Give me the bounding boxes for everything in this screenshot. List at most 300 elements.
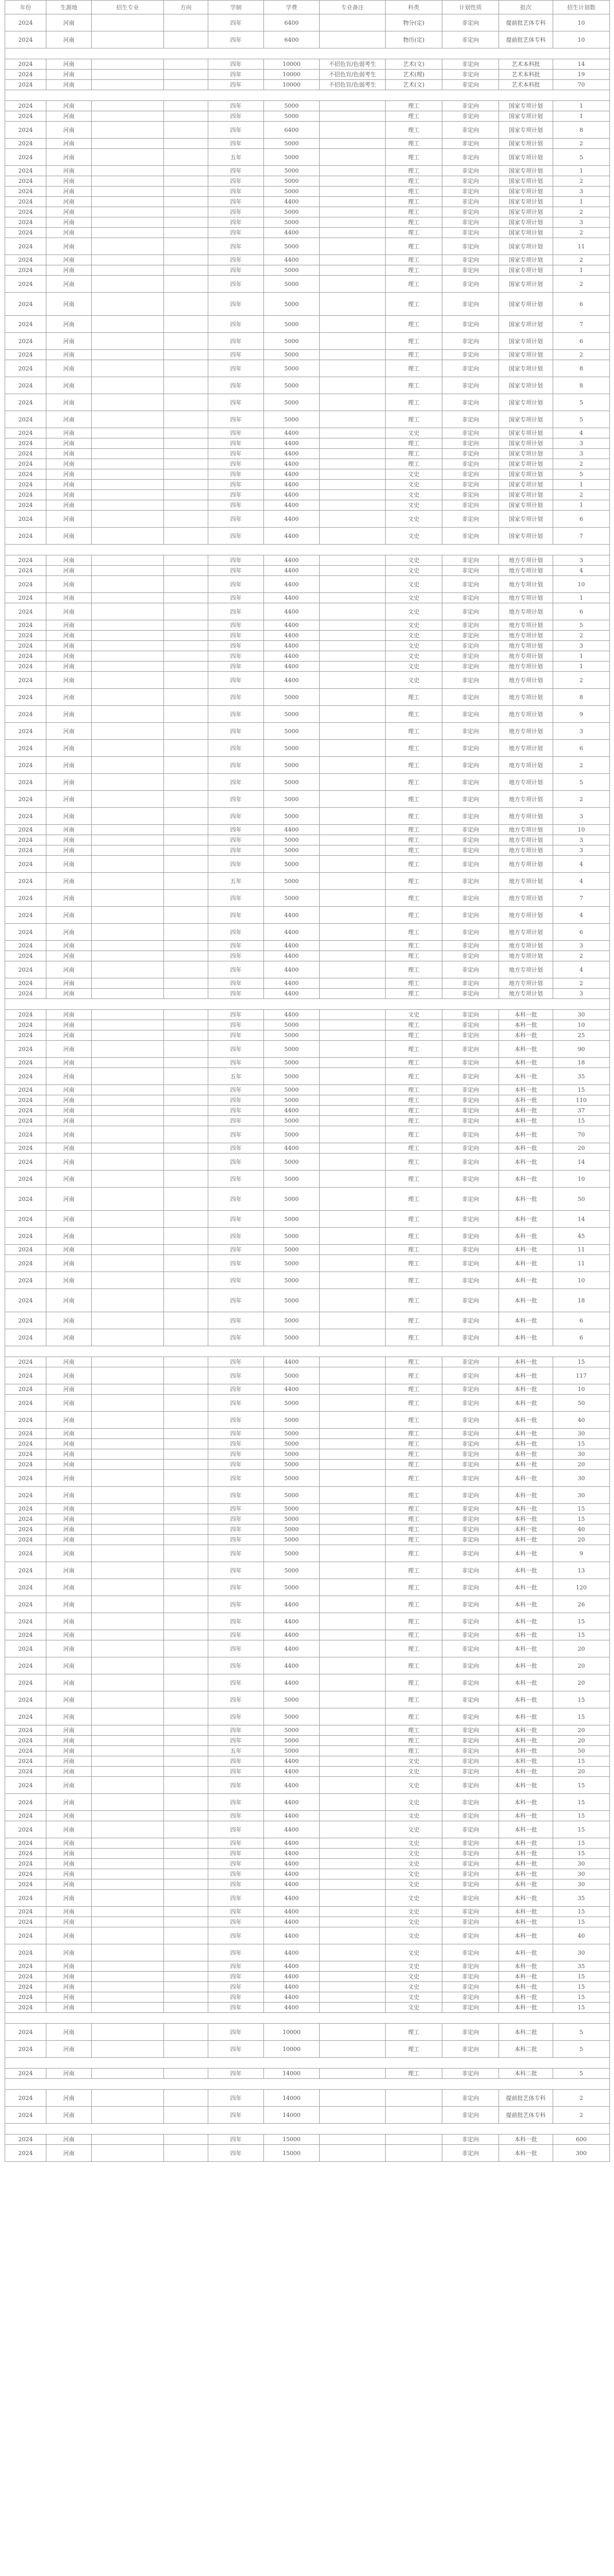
cell-origin: 河南: [46, 1010, 92, 1020]
cell-duration: 四年: [208, 1126, 264, 1143]
cell-category: 理工: [386, 1384, 442, 1395]
cell-category: [386, 2090, 442, 2107]
cell-major: [92, 631, 164, 641]
cell-direction: [164, 1657, 208, 1674]
cell-year: 2024: [5, 835, 46, 845]
cell-origin: 河南: [46, 1545, 92, 1562]
table-row: [5, 1657, 610, 1674]
cell-remark: [320, 835, 386, 845]
cell-quota: 2: [553, 176, 610, 187]
cell-origin: 河南: [46, 1312, 92, 1329]
cell-batch: 本科一批: [499, 1245, 553, 1255]
cell-major: [92, 228, 164, 238]
cell-duration: 四年: [208, 187, 264, 197]
cell-direction: [164, 1228, 208, 1245]
table-row: [5, 1504, 610, 1514]
cell-direction: [164, 1879, 208, 1890]
cell-remark: [320, 490, 386, 500]
cell-batch: 本科一批: [499, 1030, 553, 1041]
cell-plan-type: 非定向: [442, 1869, 499, 1879]
cell-tuition: 5000: [264, 217, 320, 228]
cell-duration: 四年: [208, 1613, 264, 1630]
cell-remark: [320, 2107, 386, 2124]
table-row: [5, 1116, 610, 1126]
cell-category: 文史: [386, 672, 442, 689]
cell-plan-type: 非定向: [442, 1514, 499, 1524]
cell-quota: 5: [553, 2041, 610, 2058]
cell-direction: [164, 350, 208, 360]
cell-origin: 河南: [46, 951, 92, 961]
cell-major: [92, 1725, 164, 1736]
cell-plan-type: 非定向: [442, 1367, 499, 1384]
cell-batch: 地方专项计划: [499, 723, 553, 740]
cell-major: [92, 1171, 164, 1188]
cell-quota: 1: [553, 166, 610, 176]
cell-year: 2024: [5, 689, 46, 706]
cell-category: 理工: [386, 1171, 442, 1188]
cell-remark: [320, 1907, 386, 1917]
table-row: [5, 255, 610, 265]
cell-origin: 河南: [46, 1691, 92, 1708]
cell-year: 2024: [5, 1869, 46, 1879]
cell-year: 2024: [5, 989, 46, 999]
cell-major: [92, 1357, 164, 1367]
cell-plan-type: 非定向: [442, 1708, 499, 1725]
cell-quota: 3: [553, 835, 610, 845]
cell-direction: [164, 1811, 208, 1821]
cell-tuition: 4400: [264, 1972, 320, 1982]
cell-plan-type: 非定向: [442, 740, 499, 757]
table-row: [5, 1849, 610, 1859]
cell-batch: 本科一批: [499, 1412, 553, 1429]
cell-quota: 15: [553, 1794, 610, 1811]
table-row: [5, 265, 610, 276]
cell-origin: 河南: [46, 774, 92, 791]
cell-tuition: 4400: [264, 1869, 320, 1879]
cell-year: 2024: [5, 791, 46, 808]
cell-batch: 本科一批: [499, 2134, 553, 2145]
cell-quota: 3: [553, 845, 610, 856]
cell-batch: 地方专项计划: [499, 662, 553, 672]
cell-quota: 5: [553, 469, 610, 480]
cell-plan-type: 非定向: [442, 978, 499, 989]
table-row: [5, 511, 610, 528]
cell-quota: 6: [553, 333, 610, 350]
cell-major: [92, 1460, 164, 1470]
cell-batch: 国家专项计划: [499, 293, 553, 316]
cell-quota: 10: [553, 576, 610, 593]
table-row: [5, 1777, 610, 1794]
cell-batch: 提前批艺体专科: [499, 31, 553, 48]
cell-direction: [164, 1777, 208, 1794]
cell-quota: 15: [553, 1838, 610, 1849]
cell-batch: 本科一批: [499, 1504, 553, 1514]
cell-direction: [164, 2107, 208, 2124]
cell-quota: 6: [553, 1312, 610, 1329]
cell-major: [92, 740, 164, 757]
cell-direction: [164, 428, 208, 438]
cell-batch: 本科一批: [499, 1357, 553, 1367]
cell-year: 2024: [5, 1838, 46, 1849]
cell-origin: 河南: [46, 1849, 92, 1859]
cell-quota: 5: [553, 394, 610, 411]
cell-direction: [164, 1767, 208, 1777]
cell-tuition: 5000: [264, 1329, 320, 1346]
cell-direction: [164, 978, 208, 989]
cell-duration: 四年: [208, 1821, 264, 1838]
cell-tuition: 4400: [264, 1961, 320, 1972]
cell-remark: [320, 1545, 386, 1562]
cell-duration: 四年: [208, 2145, 264, 2162]
cell-duration: 四年: [208, 845, 264, 856]
cell-quota: 5: [553, 620, 610, 631]
table-row: [5, 217, 610, 228]
cell-quota: 2: [553, 459, 610, 469]
cell-plan-type: 非定向: [442, 59, 499, 70]
cell-batch: 地方专项计划: [499, 907, 553, 924]
cell-year: 2024: [5, 740, 46, 757]
cell-plan-type: 非定向: [442, 1030, 499, 1041]
table-row: [5, 1272, 610, 1289]
cell-quota: 10: [553, 1272, 610, 1289]
cell-tuition: 5000: [264, 1535, 320, 1545]
cell-quota: 30: [553, 1010, 610, 1020]
cell-tuition: 4400: [264, 1917, 320, 1927]
cell-remark: [320, 890, 386, 907]
cell-year: 2024: [5, 1524, 46, 1535]
cell-plan-type: 非定向: [442, 176, 499, 187]
cell-category: 文史: [386, 1821, 442, 1838]
cell-major: [92, 757, 164, 774]
cell-quota: 15: [553, 1849, 610, 1859]
section-title: [5, 48, 610, 59]
cell-plan-type: 非定向: [442, 149, 499, 166]
table-row: [5, 651, 610, 662]
cell-remark: [320, 1961, 386, 1972]
cell-tuition: 5000: [264, 1116, 320, 1126]
cell-plan-type: 非定向: [442, 1171, 499, 1188]
cell-category: 理工: [386, 740, 442, 757]
table-row: [5, 176, 610, 187]
cell-tuition: 5000: [264, 1289, 320, 1312]
cell-major: [92, 1245, 164, 1255]
cell-plan-type: 非定向: [442, 1736, 499, 1746]
cell-tuition: 5000: [264, 1395, 320, 1412]
cell-tuition: 5000: [264, 149, 320, 166]
cell-duration: 四年: [208, 1095, 264, 1106]
cell-batch: 本科二批: [499, 2069, 553, 2079]
cell-direction: [164, 1439, 208, 1449]
cell-origin: 河南: [46, 411, 92, 428]
cell-category: 理工: [386, 1596, 442, 1613]
cell-batch: 本科一批: [499, 1794, 553, 1811]
cell-quota: 3: [553, 187, 610, 197]
cell-major: [92, 2003, 164, 2013]
table-row: [5, 723, 610, 740]
table-row: [5, 480, 610, 490]
table-row: [5, 1255, 610, 1272]
cell-year: 2024: [5, 651, 46, 662]
cell-major: [92, 469, 164, 480]
cell-category: 理工: [386, 1228, 442, 1245]
cell-category: 理工: [386, 1613, 442, 1630]
cell-direction: [164, 1058, 208, 1068]
cell-duration: 四年: [208, 1312, 264, 1329]
cell-duration: 四年: [208, 333, 264, 350]
cell-origin: 河南: [46, 1524, 92, 1535]
cell-year: 2024: [5, 1879, 46, 1890]
cell-duration: 四年: [208, 1961, 264, 1972]
table-row: [5, 360, 610, 377]
cell-plan-type: 非定向: [442, 428, 499, 438]
cell-direction: [164, 1869, 208, 1879]
cell-year: 2024: [5, 555, 46, 566]
cell-direction: [164, 1329, 208, 1346]
cell-tuition: 5000: [264, 293, 320, 316]
cell-duration: 四年: [208, 2069, 264, 2079]
table-row: [5, 1143, 610, 1154]
cell-origin: 河南: [46, 593, 92, 603]
cell-remark: [320, 1289, 386, 1312]
cell-plan-type: 非定向: [442, 1126, 499, 1143]
cell-tuition: 5000: [264, 1188, 320, 1211]
cell-plan-type: 非定向: [442, 1982, 499, 1992]
cell-origin: 河南: [46, 1255, 92, 1272]
cell-year: 2024: [5, 951, 46, 961]
cell-origin: 河南: [46, 620, 92, 631]
cell-plan-type: 非定向: [442, 1429, 499, 1439]
cell-duration: 五年: [208, 1068, 264, 1085]
cell-direction: [164, 394, 208, 411]
cell-year: 2024: [5, 101, 46, 111]
cell-tuition: 4400: [264, 620, 320, 631]
cell-duration: 四年: [208, 774, 264, 791]
cell-duration: 四年: [208, 1756, 264, 1767]
cell-quota: 15: [553, 1116, 610, 1126]
cell-year: 2024: [5, 350, 46, 360]
cell-direction: [164, 111, 208, 122]
cell-tuition: 5000: [264, 1228, 320, 1245]
cell-plan-type: 非定向: [442, 1545, 499, 1562]
cell-duration: 四年: [208, 360, 264, 377]
cell-origin: 河南: [46, 1429, 92, 1439]
cell-direction: [164, 265, 208, 276]
spacer-cell: [5, 1346, 610, 1357]
cell-tuition: 10000: [264, 59, 320, 70]
cell-major: [92, 207, 164, 217]
cell-plan-type: 非定向: [442, 1106, 499, 1116]
cell-direction: [164, 907, 208, 924]
table-row: [5, 1907, 610, 1917]
cell-category: 文史: [386, 1869, 442, 1879]
table-row: [5, 951, 610, 961]
cell-remark: [320, 1058, 386, 1068]
cell-batch: 地方专项计划: [499, 689, 553, 706]
spacer-row: [5, 2079, 610, 2090]
cell-batch: 提前批艺体专科: [499, 14, 553, 31]
cell-quota: 4: [553, 856, 610, 873]
table-row: [5, 1211, 610, 1228]
cell-quota: 1: [553, 593, 610, 603]
cell-tuition: 5000: [264, 1439, 320, 1449]
cell-quota: 50: [553, 1395, 610, 1412]
cell-batch: 地方专项计划: [499, 757, 553, 774]
cell-duration: 四年: [208, 469, 264, 480]
cell-plan-type: 非定向: [442, 31, 499, 48]
cell-tuition: 4400: [264, 228, 320, 238]
cell-major: [92, 1982, 164, 1992]
cell-plan-type: 非定向: [442, 1154, 499, 1171]
cell-category: 文史: [386, 1756, 442, 1767]
cell-year: 2024: [5, 469, 46, 480]
cell-plan-type: 非定向: [442, 166, 499, 176]
cell-major: [92, 1879, 164, 1890]
cell-year: 2024: [5, 620, 46, 631]
table-row: [5, 101, 610, 111]
table-row: [5, 411, 610, 428]
cell-year: 2024: [5, 1811, 46, 1821]
cell-direction: [164, 449, 208, 459]
cell-origin: 河南: [46, 631, 92, 641]
cell-tuition: 4400: [264, 641, 320, 651]
cell-batch: 本科一批: [499, 1657, 553, 1674]
table-row: [5, 1449, 610, 1460]
cell-major: [92, 411, 164, 428]
cell-duration: 四年: [208, 111, 264, 122]
table-row: [5, 293, 610, 316]
table-row: [5, 1460, 610, 1470]
cell-tuition: 4400: [264, 469, 320, 480]
table-row: [5, 1154, 610, 1171]
cell-tuition: 4400: [264, 1596, 320, 1613]
table-row: [5, 603, 610, 620]
cell-year: 2024: [5, 238, 46, 255]
cell-category: 文史: [386, 555, 442, 566]
cell-major: [92, 1255, 164, 1272]
cell-plan-type: 非定向: [442, 1188, 499, 1211]
cell-tuition: 5000: [264, 411, 320, 428]
cell-category: 理工: [386, 1106, 442, 1116]
cell-origin: 河南: [46, 360, 92, 377]
cell-origin: 河南: [46, 70, 92, 80]
cell-major: [92, 1068, 164, 1085]
cell-origin: 河南: [46, 662, 92, 672]
cell-remark: [320, 1725, 386, 1736]
cell-quota: 2: [553, 791, 610, 808]
cell-batch: 本科一批: [499, 2003, 553, 2013]
table-row: [5, 1838, 610, 1849]
table-row: [5, 2107, 610, 2124]
table-row: [5, 1085, 610, 1095]
cell-quota: 9: [553, 706, 610, 723]
cell-batch: 地方专项计划: [499, 672, 553, 689]
cell-batch: 地方专项计划: [499, 631, 553, 641]
cell-direction: [164, 1470, 208, 1487]
cell-origin: 河南: [46, 1859, 92, 1869]
table-row: [5, 1859, 610, 1869]
table-row: [5, 1395, 610, 1412]
cell-category: 物历(定): [386, 31, 442, 48]
cell-origin: 河南: [46, 1211, 92, 1228]
cell-direction: [164, 2041, 208, 2058]
cell-quota: 15: [553, 1613, 610, 1630]
cell-remark: [320, 111, 386, 122]
cell-category: 文史: [386, 1927, 442, 1944]
table-row: [5, 1613, 610, 1630]
cell-direction: [164, 459, 208, 469]
cell-year: 2024: [5, 1514, 46, 1524]
cell-duration: 四年: [208, 576, 264, 593]
cell-category: 理工: [386, 706, 442, 723]
cell-major: [92, 2024, 164, 2041]
cell-origin: 河南: [46, 1562, 92, 1579]
cell-tuition: 5000: [264, 774, 320, 791]
cell-duration: 四年: [208, 1412, 264, 1429]
cell-origin: 河南: [46, 641, 92, 651]
cell-duration: 四年: [208, 757, 264, 774]
cell-origin: 河南: [46, 2003, 92, 2013]
cell-year: 2024: [5, 1010, 46, 1020]
cell-category: 理工: [386, 989, 442, 999]
cell-batch: 本科二批: [499, 2024, 553, 2041]
cell-year: 2024: [5, 255, 46, 265]
cell-origin: 河南: [46, 1272, 92, 1289]
cell-plan-type: 非定向: [442, 101, 499, 111]
cell-duration: 四年: [208, 207, 264, 217]
cell-tuition: 4400: [264, 480, 320, 490]
cell-plan-type: 非定向: [442, 333, 499, 350]
cell-year: 2024: [5, 1579, 46, 1596]
cell-major: [92, 825, 164, 835]
cell-remark: [320, 1613, 386, 1630]
cell-origin: 河南: [46, 791, 92, 808]
cell-quota: 5: [553, 774, 610, 791]
cell-year: 2024: [5, 1890, 46, 1907]
cell-category: 理工: [386, 1535, 442, 1545]
cell-year: 2024: [5, 873, 46, 890]
cell-origin: 河南: [46, 1982, 92, 1992]
cell-major: [92, 80, 164, 90]
cell-tuition: 6400: [264, 122, 320, 139]
cell-category: 理工: [386, 166, 442, 176]
cell-plan-type: 非定向: [442, 360, 499, 377]
cell-batch: 本科一批: [499, 1095, 553, 1106]
cell-tuition: 5000: [264, 350, 320, 360]
cell-plan-type: 非定向: [442, 1907, 499, 1917]
cell-tuition: 4400: [264, 1613, 320, 1630]
cell-major: [92, 774, 164, 791]
cell-remark: [320, 1367, 386, 1384]
cell-direction: [164, 1961, 208, 1972]
cell-origin: 河南: [46, 1746, 92, 1756]
cell-category: 理工: [386, 941, 442, 951]
cell-tuition: 4400: [264, 1821, 320, 1838]
cell-remark: [320, 1562, 386, 1579]
cell-direction: [164, 31, 208, 48]
cell-direction: [164, 333, 208, 350]
cell-major: [92, 706, 164, 723]
cell-year: 2024: [5, 1030, 46, 1041]
cell-duration: 四年: [208, 951, 264, 961]
cell-major: [92, 1746, 164, 1756]
cell-duration: 四年: [208, 1579, 264, 1596]
cell-origin: 河南: [46, 555, 92, 566]
cell-direction: [164, 2134, 208, 2145]
cell-category: 文史: [386, 593, 442, 603]
cell-plan-type: 非定向: [442, 1116, 499, 1126]
cell-batch: 本科一批: [499, 1746, 553, 1756]
cell-duration: 四年: [208, 293, 264, 316]
